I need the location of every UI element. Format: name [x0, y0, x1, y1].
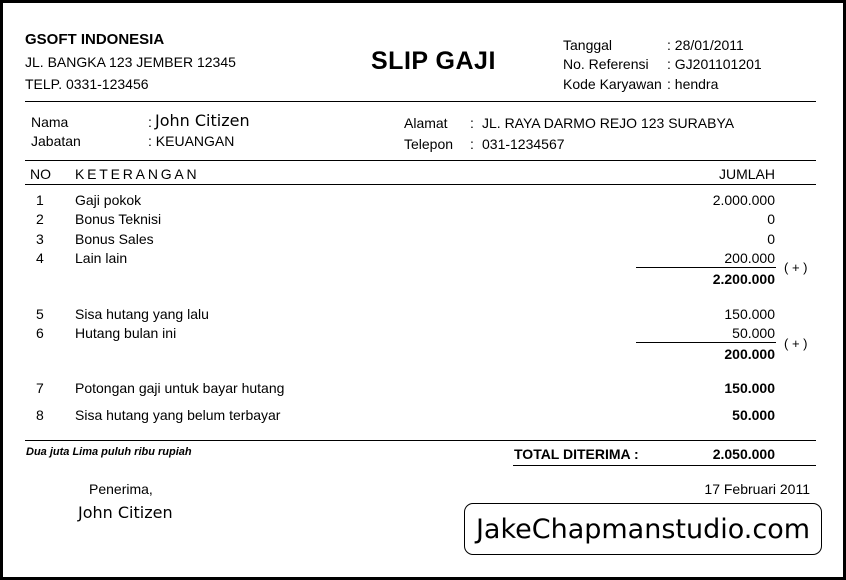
slip-date: 17 Februari 2011 — [704, 481, 810, 497]
total-rule — [513, 465, 816, 466]
row-desc: Hutang bulan ini — [75, 325, 177, 341]
total-value: 2.050.000 — [712, 446, 775, 462]
jabatan-label: Jabatan — [31, 133, 81, 149]
total-label: TOTAL DITERIMA : — [514, 446, 639, 462]
row-desc: Gaji pokok — [75, 192, 142, 208]
subtotal-amount: 200.000 — [724, 346, 775, 362]
row-desc: Bonus Sales — [75, 231, 154, 247]
watermark-text: JakeChapmanstudio.com — [475, 513, 811, 545]
penerima-name: John Citizen — [78, 503, 173, 522]
row-amount: 50.000 — [732, 407, 775, 423]
row-no: 5 — [36, 306, 44, 322]
table-bottom-divider — [25, 440, 816, 441]
col-keterangan-header: KETERANGAN — [75, 166, 200, 182]
row-no: 6 — [36, 325, 44, 341]
tanggal-value: : 28/01/2011 — [667, 37, 744, 53]
subtotal-rule — [636, 267, 776, 268]
row-amount: 0 — [767, 231, 775, 247]
nama-colon: : — [148, 114, 152, 130]
sum-operator: ( + ) — [784, 336, 808, 351]
row-amount: 0 — [767, 211, 775, 227]
row-no: 4 — [36, 250, 44, 266]
row-desc: Sisa hutang yang lalu — [75, 306, 209, 322]
company-address: JL. BANGKA 123 JEMBER 12345 — [25, 54, 236, 70]
alamat-label: Alamat — [404, 115, 448, 131]
alamat-value: JL. RAYA DARMO REJO 123 SURABYA — [482, 115, 735, 131]
row-amount: 2.000.000 — [712, 192, 775, 208]
referensi-label: No. Referensi — [563, 56, 649, 72]
row-no: 1 — [36, 192, 44, 208]
row-no: 8 — [36, 407, 44, 423]
alamat-colon: : — [470, 115, 474, 131]
header-divider — [25, 101, 816, 102]
table-header-divider — [25, 184, 816, 185]
nama-label: Nama — [31, 114, 69, 130]
col-jumlah-header: JUMLAH — [718, 166, 775, 182]
company-name: GSOFT INDONESIA — [25, 31, 165, 48]
row-no: 3 — [36, 231, 44, 247]
doc-title: SLIP GAJI — [371, 47, 496, 75]
telepon-value: 031-1234567 — [482, 136, 565, 152]
row-desc: Lain lain — [75, 250, 128, 266]
row-amount: 150.000 — [724, 380, 775, 396]
row-desc: Potongan gaji untuk bayar hutang — [75, 380, 285, 396]
telepon-label: Telepon — [404, 136, 454, 152]
kode-karyawan-value: : hendra — [667, 76, 719, 92]
col-no-header: NO — [30, 166, 51, 182]
telepon-colon: : — [470, 136, 474, 152]
sum-operator: ( + ) — [784, 260, 808, 275]
row-no: 7 — [36, 380, 44, 396]
nama-value: John Citizen — [155, 111, 250, 130]
subtotal-rule — [636, 342, 776, 343]
jabatan-value: : KEUANGAN — [148, 133, 235, 149]
subtotal-amount: 2.200.000 — [712, 271, 775, 287]
row-desc: Bonus Teknisi — [75, 211, 162, 227]
row-no: 2 — [36, 211, 44, 227]
kode-karyawan-label: Kode Karyawan — [563, 76, 662, 92]
row-desc: Sisa hutang yang belum terbayar — [75, 407, 281, 423]
info-divider — [25, 160, 816, 161]
referensi-value: : GJ201101201 — [667, 56, 762, 72]
watermark-stamp — [464, 503, 822, 555]
row-amount: 50.000 — [732, 325, 775, 341]
tanggal-label: Tanggal — [563, 37, 613, 53]
company-phone: TELP. 0331-123456 — [25, 76, 149, 92]
row-amount: 150.000 — [724, 306, 775, 322]
amount-in-words: Dua juta Lima puluh ribu rupiah — [26, 446, 192, 458]
penerima-label: Penerima, — [89, 481, 153, 497]
row-amount: 200.000 — [724, 250, 775, 266]
